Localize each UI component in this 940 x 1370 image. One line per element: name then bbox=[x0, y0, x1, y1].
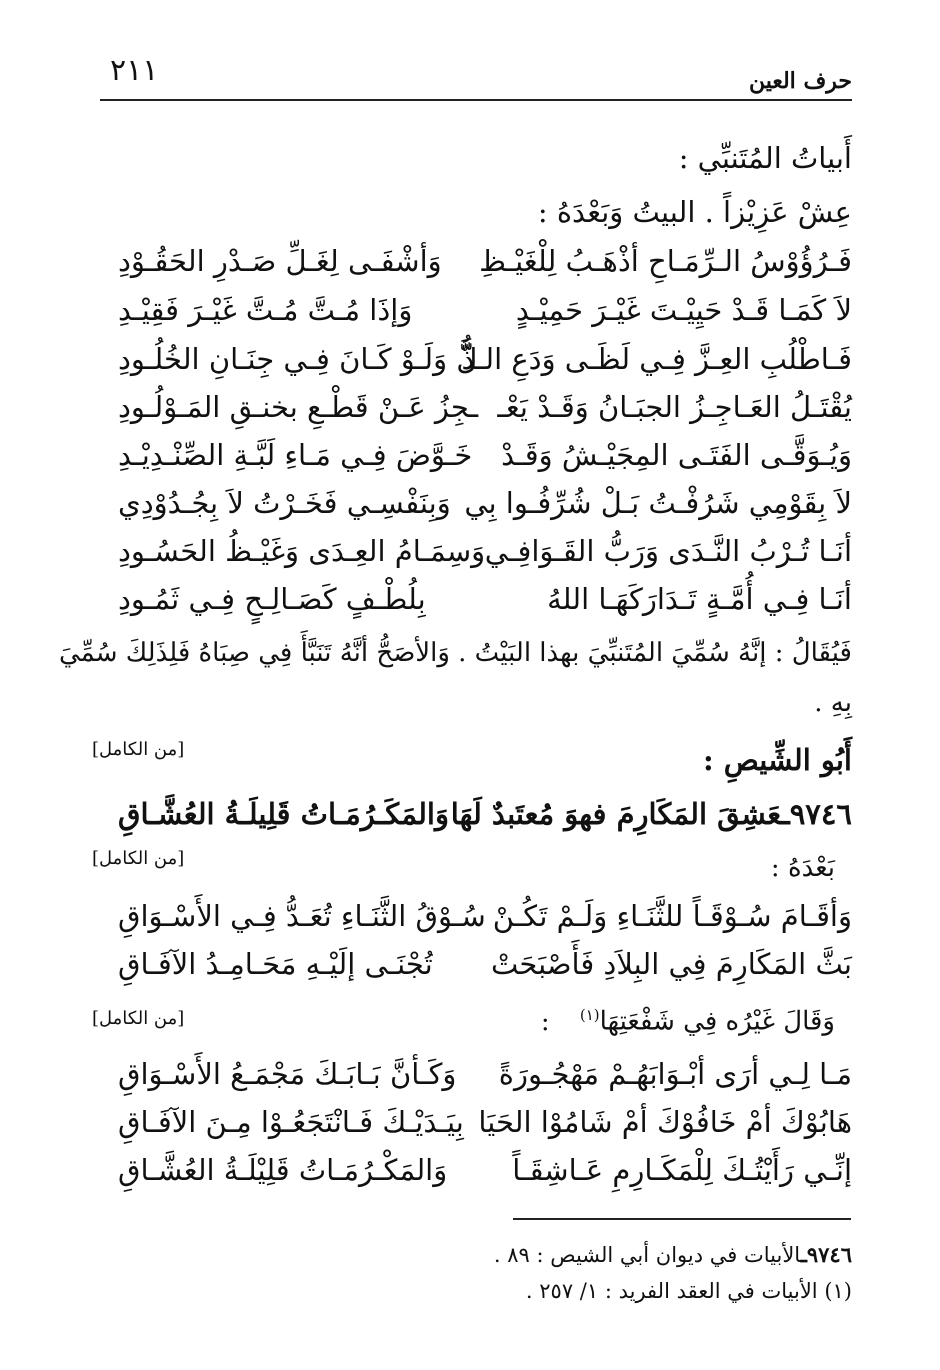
verse-right: مَـا لِـي أرَى أبْـوَابَهُـمْ مَهْجُـورَةً bbox=[498, 1057, 852, 1091]
verse-right: وَأقَـامَ سُـوْقَـاً للثَّنَـاءِ وَلَـمْ تَكُـنْ bbox=[492, 899, 852, 933]
verse-right: فَـاطْلُبِ العِـزَّ فِـي لَظَـى وَدَعِ الـذُّ bbox=[461, 342, 852, 376]
footnote-rule bbox=[513, 1218, 851, 1220]
verse-left: ـجِزُ عَـنْ قَطْـعِ بخنـقِ المَـوْلُـودِ bbox=[118, 390, 479, 424]
verse-right: أنَـا تُـرْبُ النَّـدَى وَرَبُّ القَـوَافِـي bbox=[484, 534, 852, 568]
verse-right: إنِّـي رَأَيْتُـكَ لِلْمَكَـارِمِ عَـاشِقَـاً bbox=[512, 1153, 852, 1187]
mutanabbi-note-cont: بِهِ . bbox=[814, 688, 852, 718]
entry-verse-right bbox=[450, 797, 852, 831]
verse-right: وَيُـوَقَّـى الفَتَـى المِجَيْـشُ وَقَـدْ bbox=[501, 438, 852, 472]
verse-right: فَـرُؤُوْسُ الـرِّمَـاحِ أذْهَـبُ لِلْغَيْـظِ bbox=[479, 244, 852, 278]
other-intro-colon: : bbox=[540, 1006, 550, 1037]
page-number: ٢١١ bbox=[110, 53, 159, 88]
header-rule bbox=[100, 99, 852, 101]
verse-left: سُـوْقُ الثَّنَـاءِ تُعَـدُّ فِـي الأَسْـوَاقِ bbox=[118, 899, 486, 933]
after-label: بَعْدَهُ : bbox=[770, 853, 835, 883]
verse-right: أنَـا فِـي أُمَّـةٍ تَـدَارَكَهَـا اللهُ bbox=[547, 582, 852, 616]
section-heading-mutanabbi: أَبياتُ المُتَنبِّي : bbox=[678, 141, 852, 175]
verse-right: لاَ بِقَوْمِي شَرُفْـتُ بَـلْ شُرِّفُـوا بِي bbox=[464, 486, 852, 520]
other-intro-text: وَقَالَ غَيْرُه فِي شَفْعَتِهَا bbox=[599, 1006, 835, 1037]
footnote-number: ٩٧٤٦ـ bbox=[800, 1242, 852, 1267]
verse-left: بِلُطْـفٍ كَصَـالِـحٍ فِـي ثَمُـودِ bbox=[118, 582, 426, 616]
mutanabbi-intro: عِشْ عَزِيْزاً . البيتُ وَبَعْدَهُ : bbox=[537, 195, 852, 229]
verse-left: بِيَـدَيْـكَ فَـانْتَجَعُـوْا مِـنَ الآفَـاقِ bbox=[118, 1105, 464, 1139]
verse-left: لَّ وَلَـوْ كَـانَ فِـي جِنَـانِ الخُلُـودِ bbox=[118, 342, 478, 376]
footnote bbox=[494, 1244, 852, 1266]
footnote: (١) الأبيات في العقد الفريد : ١/ ٢٥٧ . bbox=[525, 1279, 852, 1303]
entry-number: ٩٧٤٦ـ bbox=[781, 797, 852, 831]
section-heading-abu-shisa: أَبُو الشِّيصِ : bbox=[702, 743, 852, 777]
meter-label: [من الكامل] bbox=[92, 848, 185, 869]
verse-right: هَابُوْكَ أمْ خَافُوْكَ أمْ شَامُوْا الحَيَا bbox=[478, 1105, 852, 1139]
verse-left: خَـوَّضَ فِـي مَـاءِ لَبَّـةِ الصِّنْـدِيْـدِ bbox=[118, 438, 473, 472]
verse-right: لاَ كَمَـا قَـدْ حَيِيْـتَ غَيْـرَ حَمِيْـدٍ bbox=[515, 293, 852, 327]
running-head: حرف العين bbox=[748, 68, 852, 94]
verse-left: وَالمَكْـرُمَـاتُ قَلِيْلَـةُ العُشَّـاقِ bbox=[118, 1153, 448, 1187]
verse-right: بَثَّ المَكَارِمَ فِي البِلاَدِ فَأَصْبَحَتْ bbox=[490, 947, 852, 981]
meter-label: [من الكامل] bbox=[92, 1008, 185, 1029]
footnote-text: الأبيات في ديوان أبي الشيص : ٨٩ . bbox=[493, 1243, 801, 1267]
verse-left: تُجْنَـى إلَيْـهِ مَحَـامِـدُ الآفَـاقِ bbox=[118, 947, 433, 981]
entry-verse-left: وَالمَكَـرُمَـاتُ قَلِيلَـةُ العُشَّـاقِ bbox=[118, 797, 449, 831]
footnote-marker: (١) bbox=[579, 1006, 600, 1024]
meter-label: [من الكامل] bbox=[92, 739, 185, 760]
mutanabbi-note: فَيُقَالُ : إنَّهُ سُمِّيَ المُتَنبِّيَ بهذا البَيْتُ . وَالأصَحُّ أنَّهُ تَنَبَّأَ فِي صِبَاهُ فَلِذَلِكَ سُمِّيَ bbox=[59, 638, 852, 668]
verse-left: وَكَـأنَّ بَـابَـكَ مَجْمَـعُ الأَسْـوَاقِ bbox=[118, 1057, 457, 1091]
entry-verse-right-text: عَشِقَ المَكَارِمَ فهوَ مُعتَبدٌ لَهَا bbox=[450, 797, 782, 831]
verse-right: يُقْتَـلُ العَـاجِـزُ الجبَـانُ وَقَـدْ يَعْـ bbox=[497, 390, 852, 424]
verse-left: وَبِنَفْسِـي فَخَـرْتُ لاَ بِجُـدُوْدِي bbox=[118, 486, 451, 520]
other-intro bbox=[541, 1008, 835, 1035]
verse-left: وَإذَا مُـتَّ مُـتَّ غَيْـرَ فَقِيْـدِ bbox=[118, 293, 413, 327]
verse-left: وَأشْفَـى لِغَـلِّ صَـدْرِ الحَقُـوْدِ bbox=[118, 244, 442, 278]
verse-left: وَسِمَـامُ العِـدَى وَغَيْـظُ الحَسُـودِ bbox=[118, 534, 486, 568]
